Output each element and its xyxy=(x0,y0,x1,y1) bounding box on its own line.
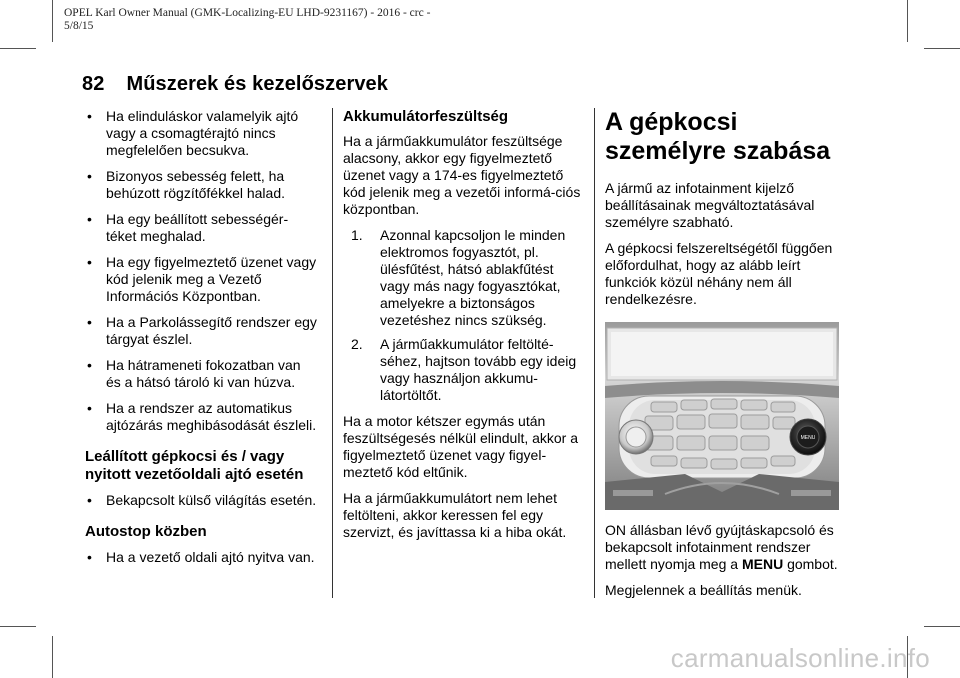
menu-knob-label: MENU xyxy=(800,435,816,441)
menu-keyword: MENU xyxy=(741,556,784,572)
paragraph: Megjelennek a beállítás menük. xyxy=(605,582,802,598)
steps-list xyxy=(343,227,583,404)
list-item: • Ha hátrameneti fokozatban van és a hátsó tároló ki van húzva. xyxy=(85,357,317,391)
paragraph: A gépkocsi felszereltségétől függően előfordulhat, hogy az alább leírt funkciók közül néhány nem áll rendelkezésre. xyxy=(605,240,833,307)
section-heading: Leállított gépkocsi és / vagy nyitott vezetőoldali ajtó esetén xyxy=(85,448,304,483)
list-item: • Ha egy figyelmeztető üzenet vagy kód jelenik meg a Vezető Információs Központban. xyxy=(85,254,317,305)
warning-bullet-list xyxy=(85,108,317,434)
crop-mark xyxy=(907,0,908,42)
list-item: • Ha elinduláskor valamelyik ajtó vagy a csomagtérajtó nincs megfelelően becsukva. xyxy=(85,108,317,159)
crop-mark xyxy=(0,626,36,627)
meta-line-1: OPEL Karl Owner Manual (GMK-Localizing-EU LHD-9231167) - 2016 - crc - xyxy=(64,7,431,19)
column-2 xyxy=(343,108,583,550)
paragraph-text: gombot. xyxy=(783,556,838,572)
list-item: • Ha egy beállított sebességér-téket meghalad. xyxy=(85,211,317,245)
column-1 xyxy=(85,108,317,575)
watermark: carmanualsonline.info xyxy=(670,643,930,673)
paragraph: Ha a motor kétszer egymás után feszültségesés nélkül elindult, akkor a figyelmeztető üzenet vagy figyel-meztető kód eltűnik. xyxy=(343,413,579,480)
bullet-list xyxy=(85,492,317,509)
meta-line-2: 5/8/15 xyxy=(64,20,94,32)
document-meta xyxy=(64,7,584,33)
paragraph: A jármű az infotainment kijelző beállításainak megváltoztatásával személyre szabható. xyxy=(605,180,815,230)
crop-mark xyxy=(924,48,960,49)
crop-mark xyxy=(52,636,53,678)
section-heading: Autostop közben xyxy=(85,523,207,540)
list-item: • Ha a vezető oldali ajtó nyitva van. xyxy=(85,549,317,566)
list-item: • Bekapcsolt külső világítás esetén. xyxy=(85,492,317,509)
step-number: 2. xyxy=(351,336,363,352)
crop-mark xyxy=(0,48,36,49)
crop-mark xyxy=(924,626,960,627)
list-item xyxy=(343,336,583,404)
paragraph-text: ON állásban lévő gyújtáskapcsoló és bekapcsolt infotainment rendszer mellett nyomja meg a xyxy=(605,522,834,572)
list-item: • Bizonyos sebesség felett, ha behúzott rögzítőfékkel halad. xyxy=(85,168,317,202)
paragraph: Ha a járműakkumulátort nem lehet feltölteni, akkor keressen fel egy szervizt, és javíttassa ki a hiba okát. xyxy=(343,490,567,540)
step-text: A járműakkumulátor feltölté-séhez, hajtson tovább egy ideig vagy használjon akkumu-látortöltőt. xyxy=(380,336,577,403)
chapter-title: A gépkocsi személyre szabása xyxy=(605,108,831,165)
section-heading: Akkumulátorfeszültség xyxy=(343,108,509,125)
list-item xyxy=(343,227,583,329)
page-number: 82 xyxy=(82,73,105,95)
column-divider xyxy=(594,108,595,598)
list-item: • Ha a rendszer az automatikus ajtózárás meghibásodását észleli. xyxy=(85,400,317,434)
column-3 xyxy=(605,108,845,608)
crop-mark xyxy=(52,0,53,42)
list-item: • Ha a Parkolássegítő rendszer egy tárgyat észlel. xyxy=(85,314,317,348)
step-text: Azonnal kapcsoljon le minden elektromos fogyasztót, pl. ülésfűtést, hátsó ablakfűtést vagy más nagy fogyasztókat, amelyekre a biztonságos vezetéshez nincs szükség. xyxy=(380,227,566,328)
page-heading xyxy=(82,73,388,96)
bullet-list xyxy=(85,549,317,566)
column-divider xyxy=(332,108,333,598)
page-title: Műszerek és kezelőszervek xyxy=(126,73,389,95)
infotainment-panel-photo xyxy=(605,322,839,510)
paragraph xyxy=(605,522,845,573)
step-number: 1. xyxy=(351,227,363,243)
paragraph: Ha a járműakkumulátor feszültsége alacsony, akkor egy figyelmeztető üzenet vagy a 174-es figyelmeztető kód jelenik meg a vezetői informá-ciós központban. xyxy=(343,133,581,217)
